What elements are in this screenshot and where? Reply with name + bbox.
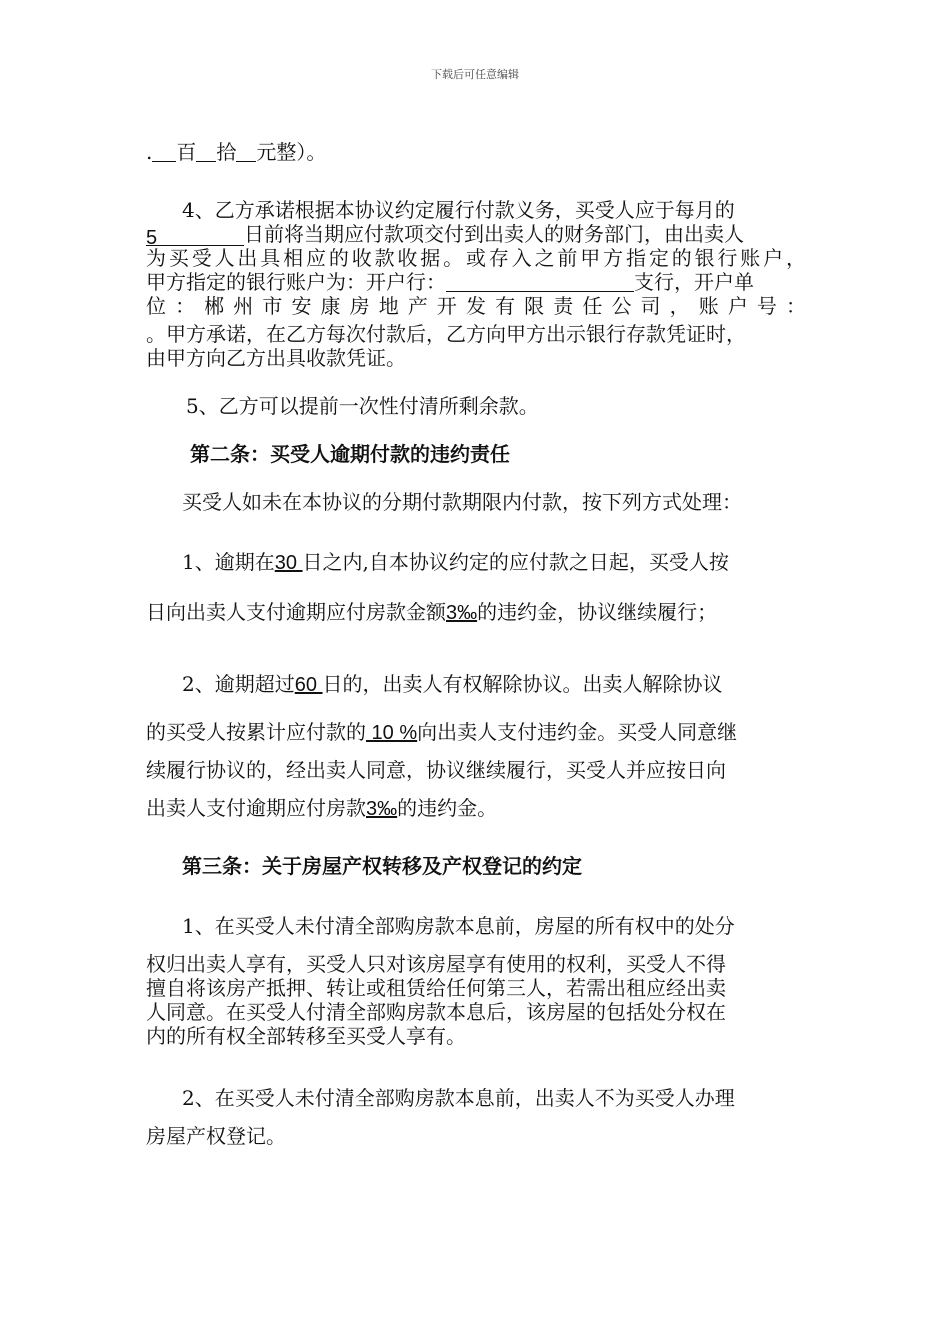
article-3-item-1-line-4: 人同意。在买受人付清全部购房款本息后，该房屋的包括处分权在 (146, 1000, 726, 1024)
article-3-item-1-line-1: 1、在买受人未付清全部购房款本息前，房屋的所有权中的处分 (182, 914, 735, 938)
clause-4-line-4: 甲方指定的银行账户为：开户行： 支行，开户单 (146, 270, 754, 294)
article-2-item-1b: 日向出卖人支付逾期应付房款金额3‰的违约金，协议继续履行； (146, 600, 718, 624)
clause-5: 5、乙方可以提前一次性付清所剩余款。 (186, 394, 539, 418)
article-2-item-1a: 1、逾期在30 日之内,自本协议约定的应付款之日起，买受人按 (182, 550, 729, 574)
article-2-item-2d: 出卖人支付逾期应付房款3‰的违约金。 (146, 796, 498, 820)
article-2-item-2c: 续履行协议的，经出卖人同意，协议继续履行，买受人并应按日向 (146, 758, 726, 782)
article-3-item-1-line-5: 内的所有权全部转移至买受人享有。 (146, 1024, 466, 1048)
article-2-intro: 买受人如未在本协议的分期付款期限内付款，按下列方式处理： (182, 490, 742, 514)
article-2-item-2a: 2、逾期超过60 日的，出卖人有权解除协议。出卖人解除协议 (182, 672, 723, 696)
article-2-item-2b: 的买受人按累计应付款的 10 %向出卖人支付违约金。买受人同意继 (146, 720, 738, 744)
article-3-title: 第三条：关于房屋产权转移及产权登记的约定 (182, 854, 582, 878)
clause-4-line-5: 位：郴州市安康房地产开发有限责任公司，账户号： (146, 294, 806, 318)
clause-4-line-7: 由甲方向乙方出具收款凭证。 (146, 346, 406, 370)
clause-4-line-1: 4、乙方承诺根据本协议约定履行付款义务，买受人应于每月的 (182, 198, 735, 222)
clause-4-line-3: 为买受人出具相应的收款收据。或存入之前甲方指定的银行账户， (146, 246, 806, 270)
article-3-item-2-line-2: 房屋产权登记。 (146, 1124, 286, 1148)
article-2-title: 第二条：买受人逾期付款的违约责任 (190, 442, 510, 466)
article-3-item-1-line-2: 权归出卖人享有，买受人只对该房屋享有使用的权利，买受人不得 (146, 952, 726, 976)
clause-4-line-2: 5 日前将当期应付款项交付到出卖人的财务部门，由出卖人 (146, 222, 744, 249)
article-3-item-2-line-1: 2、在买受人未付清全部购房款本息前，出卖人不为买受人办理 (182, 1086, 735, 1110)
clause-4-line-6: 。甲方承诺，在乙方每次付款后，乙方向甲方出示银行存款凭证时， (146, 322, 746, 346)
amount-line: . 百 拾 元整）。 (146, 140, 327, 164)
article-3-item-1-line-3: 擅自将该房产抵押、转让或租赁给任何第三人，若需出租应经出卖 (146, 976, 726, 1000)
page-header: 下载后可任意编辑 (431, 68, 519, 81)
